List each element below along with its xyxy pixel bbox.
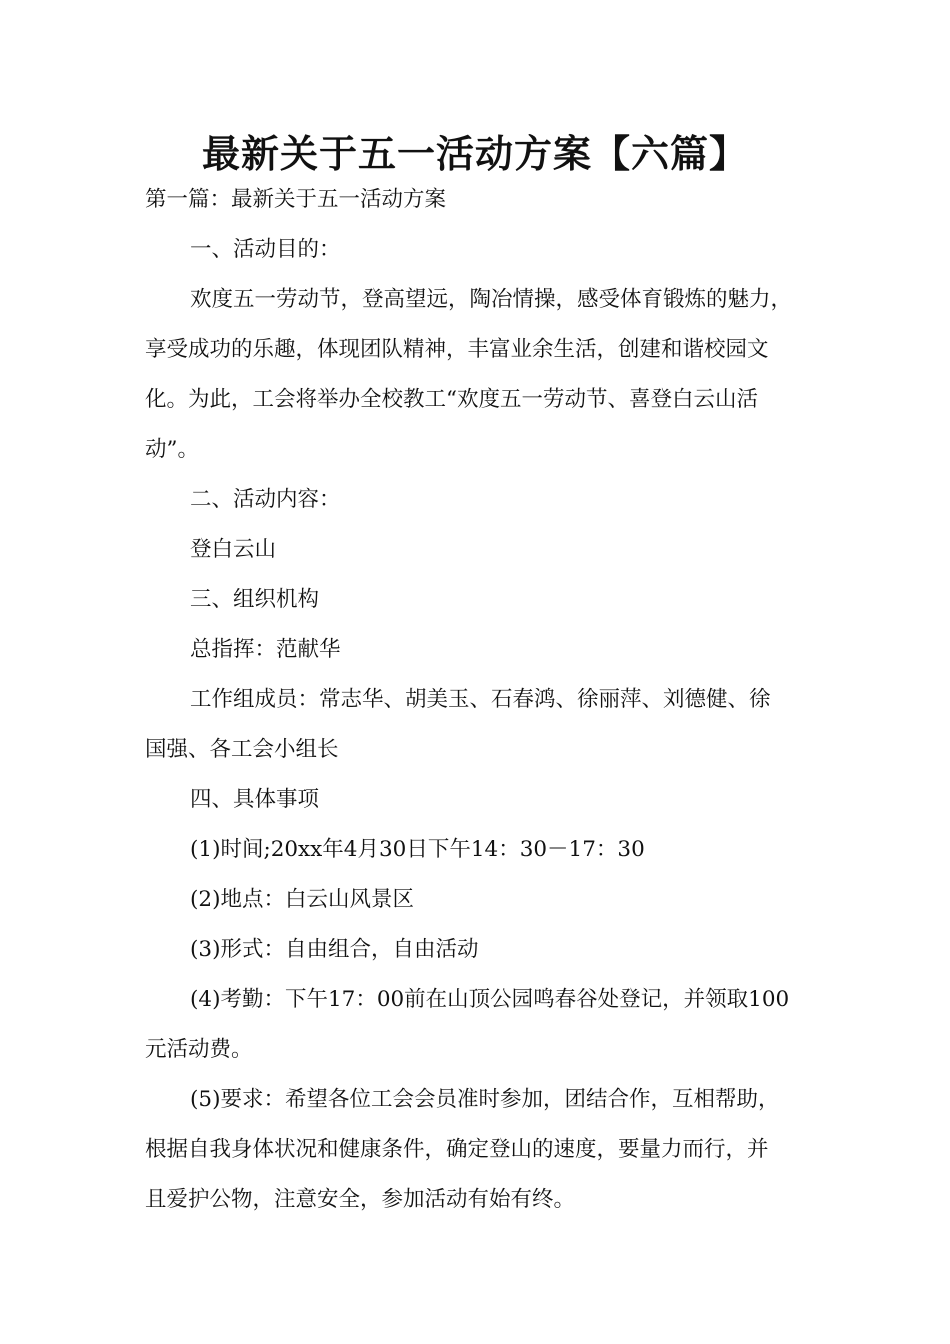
heading-activity-purpose: 一、活动目的： — [190, 237, 341, 262]
paragraph-line: 工作组成员：常志华、胡美玉、石春鸿、徐丽萍、刘德健、徐 — [190, 687, 771, 712]
section-heading-part-1: 第一篇：最新关于五一活动方案 — [145, 187, 447, 212]
heading-activity-content: 二、活动内容： — [190, 487, 341, 512]
paragraph-line: 化。为此，工会将举办全校教工“欢度五一劳动节、喜登白云山活 — [145, 387, 758, 412]
paragraph-line: 根据自我身体状况和健康条件，确定登山的速度，要量力而行，并 — [145, 1137, 769, 1162]
list-item-requirements: (5)要求：希望各位工会会员准时参加，团结合作，互相帮助， — [190, 1087, 780, 1112]
document-title: 最新关于五一活动方案【六篇】 — [201, 132, 748, 176]
paragraph-line: 动”。 — [145, 437, 199, 462]
list-item-time: (1)时间;20xx年4月30日下午14：30－17：30 — [190, 837, 645, 862]
heading-specific-items: 四、具体事项 — [190, 787, 320, 812]
list-item-format: (3)形式：自由组合，自由活动 — [190, 937, 479, 962]
paragraph-line: 国强、各工会小组长 — [145, 737, 339, 762]
paragraph-line: 元活动费。 — [145, 1037, 253, 1062]
paragraph-line: 欢度五一劳动节，登高望远，陶冶情操，感受体育锻炼的魅力， — [190, 287, 793, 312]
paragraph-line: 总指挥：范献华 — [190, 637, 341, 662]
paragraph-line: 享受成功的乐趣，体现团队精神，丰富业余生活，创建和谐校园文 — [145, 337, 769, 362]
paragraph-line: 且爱护公物，注意安全，参加活动有始有终。 — [145, 1187, 576, 1212]
list-item-attendance: (4)考勤：下午17：00前在山顶公园鸣春谷处登记，并领取100 — [190, 987, 790, 1012]
heading-organization: 三、组织机构 — [190, 587, 320, 612]
paragraph-line: 登白云山 — [190, 537, 277, 562]
list-item-location: (2)地点：白云山风景区 — [190, 887, 414, 912]
